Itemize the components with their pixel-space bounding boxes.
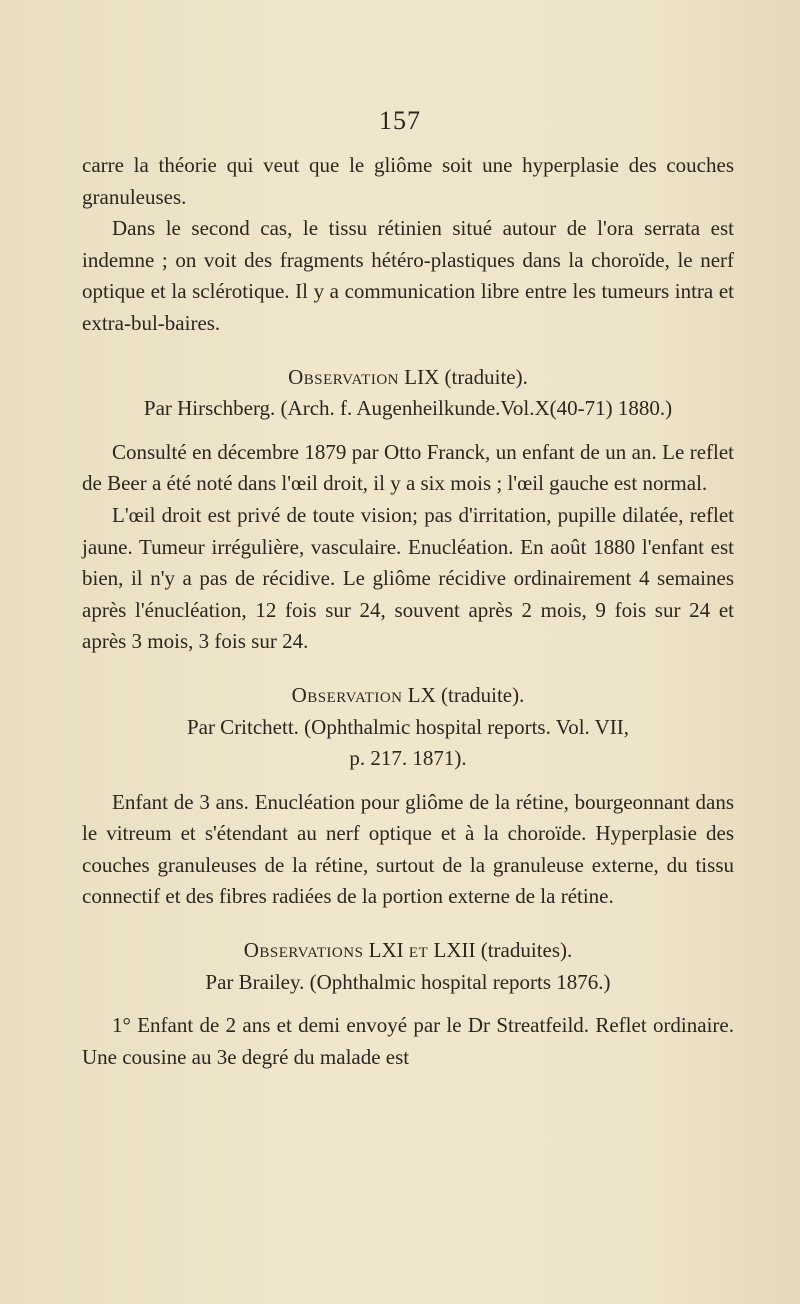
heading-label: Observation	[291, 682, 403, 707]
page-body	[82, 150, 734, 1073]
heading-label: Observations	[243, 938, 364, 963]
page-number: 157	[379, 106, 421, 135]
heading-number: LX (traduite).	[407, 682, 525, 707]
observation-60-paragraph: Enfant de 3 ans. Enucléation pour gliôme de la rétine, bourgeonnant dans le vitreum et s'étendant au nerf optique et à la choroïde. Hyperplasie des couches granuleuses de la rétine, surtout de la granuleuse externe, du tissu connectif et des fibres radiées de la portion externe de la rétine.	[82, 789, 734, 909]
observation-59-heading	[82, 362, 734, 394]
observation-59-paragraph-2: L'œil droit est privé de toute vision; pas d'irritation, pupille dilatée, reflet jaune. Tumeur irrégulière, vasculaire. Enucléation. En août 1880 l'enfant est bien, il n'y a pas de récidive. Le gliôme récidive ordinairement 4 semaines après l'énucléation, 12 fois sur 24, souvent après 2 mois, 9 fois sur 24 et après 3 mois, 3 fois sur 24.	[82, 502, 734, 654]
observation-60-reference-line-1: Par Critchett. (Ophthalmic hospital reports. Vol. VII,	[186, 714, 630, 739]
observation-60-reference-line-2: p. 217. 1871).	[349, 746, 467, 771]
heading-number: LIX (traduite).	[404, 364, 528, 389]
heading-number-1: LXI	[368, 938, 404, 963]
observation-60-heading	[82, 680, 734, 712]
observation-59-reference: Par Hirschberg. (Arch. f. Augenheilkunde.Vol.X(40-71) 1880.)	[143, 396, 673, 421]
heading-conjunction: et	[408, 938, 429, 963]
paragraph-second-case: Dans le second cas, le tissu rétinien situé autour de l'ora serrata est indemne ; on voit des fragments hétéro-plastiques dans la choroïde, le nerf optique et la sclérotique. Il y a communication libre entre les tumeurs intra et extra-bul-baires.	[82, 216, 734, 335]
observation-61-62-heading	[82, 935, 734, 967]
observation-59-paragraph-1: Consulté en décembre 1879 par Otto Franck, un enfant de un an. Le reflet de Beer a été noté dans l'œil droit, il y a six mois ; l'œil gauche est normal.	[82, 439, 734, 496]
paragraph-continuation: carre la théorie qui veut que le gliôme soit une hyperplasie des couches granuleuses.	[82, 153, 734, 209]
heading-number-2: LXII (traduites).	[433, 938, 573, 963]
observation-61-62-reference: Par Brailey. (Ophthalmic hospital reports 1876.)	[205, 969, 611, 994]
heading-label: Observation	[288, 364, 399, 389]
observation-61-62-paragraph: 1° Enfant de 2 ans et demi envoyé par le Dr Streatfeild. Reflet ordinaire. Une cousine au 3e degré du malade est	[82, 1013, 734, 1069]
